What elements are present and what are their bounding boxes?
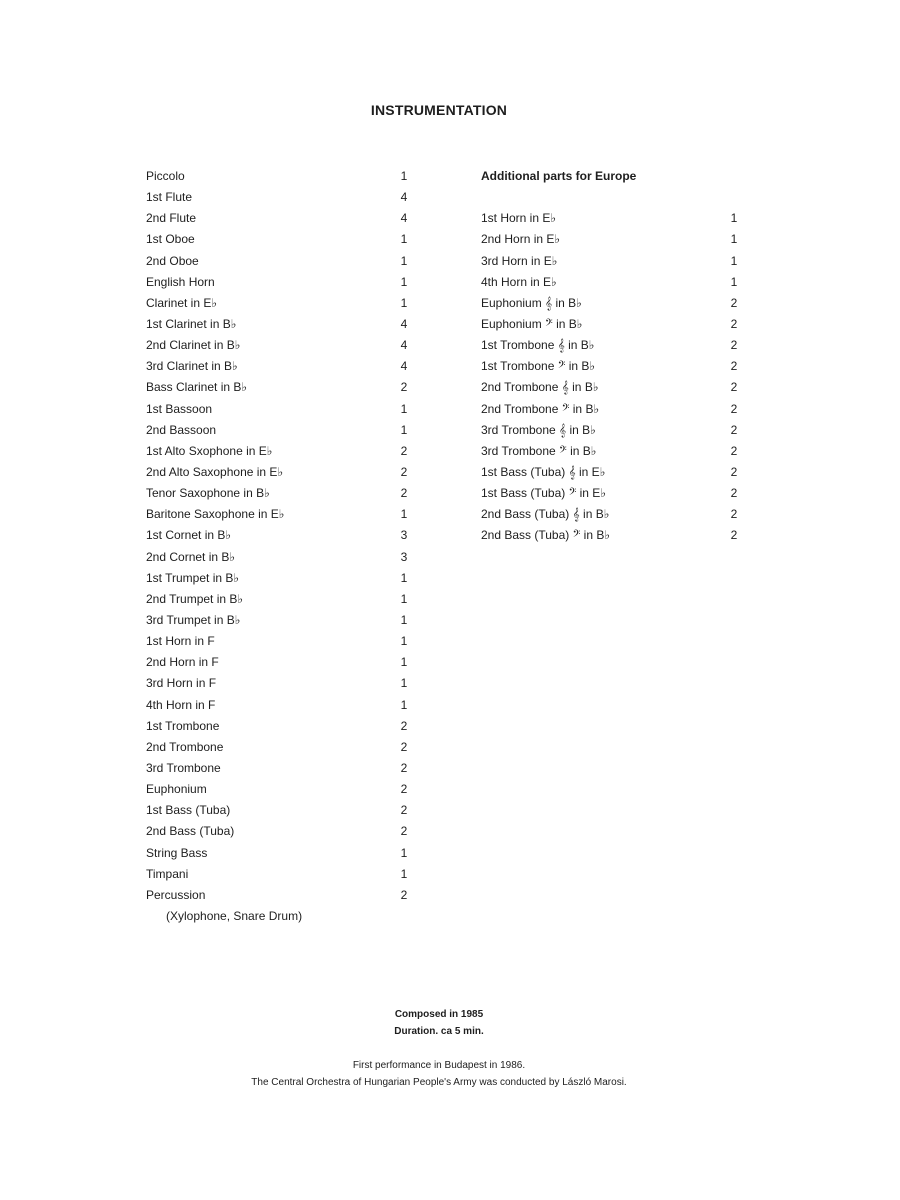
- instrument-name: 4th Horn in E♭: [481, 274, 557, 289]
- instrument-row: [146, 864, 411, 885]
- instrument-name: 3rd Trumpet in B♭: [146, 612, 241, 627]
- part-count: 2: [400, 464, 408, 479]
- instrument-row: [146, 885, 411, 906]
- instrument-name: 2nd Bassoon: [146, 422, 217, 437]
- instrument-name: 1st Flute: [146, 190, 193, 205]
- instrument-row: [146, 293, 411, 314]
- part-count: 2: [730, 443, 738, 458]
- instrument-name: 1st Cornet in B♭: [146, 528, 232, 543]
- instrument-row: [146, 631, 411, 652]
- instrument-row: [146, 377, 411, 398]
- part-count: 2: [400, 486, 408, 501]
- composition-info: [0, 1006, 878, 1040]
- instrument-name: Piccolo: [146, 169, 185, 183]
- part-count: 2: [400, 782, 408, 797]
- instrument-name: 2nd Flute: [146, 211, 197, 226]
- instrument-row: [146, 610, 411, 631]
- instrument-name: Euphonium: [146, 782, 207, 797]
- additional-part-row: [481, 229, 741, 250]
- instrument-row: [146, 251, 411, 272]
- additional-part-row: [481, 208, 741, 229]
- part-count: 2: [730, 422, 738, 437]
- part-count: 4: [400, 359, 408, 374]
- part-count: 4: [400, 338, 408, 353]
- instrument-name: Baritone Saxophone in E♭: [146, 507, 285, 522]
- instrument-row: [146, 821, 411, 842]
- part-count: 2: [730, 507, 738, 522]
- instrument-name: 1st Trombone 𝄢 in B♭: [481, 359, 596, 374]
- instrument-row: [146, 272, 411, 293]
- instrument-name: Timpani: [146, 866, 189, 881]
- first-performance: First performance in Budapest in 1986.: [352, 1060, 526, 1071]
- part-count: 1: [400, 253, 408, 268]
- instrument-row: [146, 229, 411, 250]
- part-count: 1: [400, 697, 408, 712]
- instrument-name: 2nd Trombone 𝄞 in B♭: [481, 380, 599, 395]
- instrument-name: 2nd Horn in E♭: [481, 232, 561, 247]
- composed-year: Composed in 1985: [394, 1009, 484, 1020]
- instrument-name: 3rd Trombone 𝄢 in B♭: [481, 443, 597, 458]
- additional-part-row: [481, 251, 741, 272]
- instrument-row: [146, 187, 411, 208]
- instrument-row: [146, 800, 411, 821]
- additional-part-row: [481, 356, 741, 377]
- instrument-row: [146, 525, 411, 546]
- part-count: 1: [400, 232, 408, 247]
- instrument-name: Euphonium 𝄞 in B♭: [481, 295, 582, 310]
- instrument-row: [146, 843, 411, 864]
- part-count: 1: [400, 507, 408, 522]
- part-count: 1: [400, 676, 408, 691]
- part-count: 2: [400, 887, 408, 902]
- instrument-name: 3rd Horn in F: [146, 676, 217, 691]
- additional-part-row: [481, 525, 741, 546]
- additional-part-row: [481, 314, 741, 335]
- instrument-name: Euphonium 𝄢 in B♭: [481, 316, 583, 331]
- part-count: 4: [400, 190, 408, 205]
- instrument-name: 3rd Horn in E♭: [481, 253, 558, 268]
- instrument-row: [146, 483, 411, 504]
- part-count: 3: [400, 549, 408, 564]
- part-count: 1: [400, 655, 408, 670]
- conductor-line: The Central Orchestra of Hungarian People's Army was conducted by László Marosi.: [251, 1077, 627, 1088]
- instrument-name: 3rd Trombone: [146, 760, 221, 775]
- part-count: 2: [730, 401, 738, 416]
- instrument-row: [146, 547, 411, 568]
- part-count: 1: [400, 866, 408, 881]
- part-count: 2: [730, 295, 738, 310]
- additional-part-row: [481, 441, 741, 462]
- part-count: 2: [730, 338, 738, 353]
- instrument-name: 2nd Trumpet in B♭: [146, 591, 244, 606]
- part-count: 1: [730, 232, 738, 247]
- instrument-row: [146, 399, 411, 420]
- part-count: 2: [730, 464, 738, 479]
- instrument-row: [146, 441, 411, 462]
- additional-part-row: [481, 399, 741, 420]
- part-count: 1: [400, 591, 408, 606]
- instrument-name: 1st Horn in E♭: [481, 211, 557, 226]
- instrument-row: [146, 356, 411, 377]
- additional-part-row: [481, 504, 741, 525]
- part-count: 1: [400, 274, 408, 289]
- instrument-name: 2nd Bass (Tuba) 𝄞 in B♭: [481, 507, 610, 522]
- page-title: INSTRUMENTATION: [370, 102, 508, 118]
- part-count: 2: [400, 739, 408, 754]
- instrument-name: 1st Trumpet in B♭: [146, 570, 240, 585]
- instrument-name: 3rd Trombone 𝄞 in B♭: [481, 422, 596, 437]
- instrument-name: 2nd Bass (Tuba): [146, 824, 235, 839]
- part-count: 2: [730, 316, 738, 331]
- instrument-name: 2nd Bass (Tuba) 𝄢 in B♭: [481, 528, 610, 543]
- instrument-row: [146, 335, 411, 356]
- part-count: 3: [400, 528, 408, 543]
- instrument-name: 2nd Horn in F: [146, 655, 219, 670]
- instrument-name: 1st Trombone: [146, 718, 220, 733]
- additional-parts-heading: Additional parts for Europe: [481, 169, 637, 183]
- performance-info: [0, 1057, 878, 1091]
- instrument-name: 4th Horn in F: [146, 697, 216, 712]
- part-count: 1: [400, 570, 408, 585]
- part-count: 1: [400, 422, 408, 437]
- instrument-name: 2nd Trombone: [146, 739, 224, 754]
- instrument-row: [146, 716, 411, 737]
- additional-part-row: [481, 462, 741, 483]
- instrument-row: [146, 673, 411, 694]
- part-count: 2: [730, 359, 738, 374]
- instrument-row: [146, 652, 411, 673]
- instrument-name: String Bass: [146, 845, 208, 860]
- part-count: 2: [400, 803, 408, 818]
- part-count: 2: [730, 486, 738, 501]
- part-count: 1: [730, 274, 738, 289]
- part-count: 1: [400, 401, 408, 416]
- instrument-name: Tenor Saxophone in B♭: [146, 486, 270, 501]
- part-count: 1: [400, 612, 408, 627]
- instrument-name: 1st Bass (Tuba): [146, 803, 231, 818]
- instrument-row: [146, 208, 411, 229]
- instrument-name: 1st Clarinet in B♭: [146, 316, 237, 331]
- instrument-row: [146, 737, 411, 758]
- part-count: 1: [400, 295, 408, 310]
- additional-part-row: [481, 483, 741, 504]
- additional-part-row: [481, 272, 741, 293]
- part-count: 1: [400, 634, 408, 649]
- part-count: 1: [400, 845, 408, 860]
- instrument-name: 1st Bass (Tuba) 𝄢 in E♭: [481, 486, 606, 501]
- instrument-row: [146, 420, 411, 441]
- part-count: 1: [730, 253, 738, 268]
- part-count: 4: [400, 316, 408, 331]
- instrument-name: 2nd Oboe: [146, 253, 199, 268]
- instrument-row: [146, 758, 411, 779]
- duration: Duration. ca 5 min.: [394, 1026, 484, 1037]
- percussion-note: (Xylophone, Snare Drum): [166, 908, 303, 923]
- instrument-name: 1st Trombone 𝄞 in B♭: [481, 338, 595, 353]
- instrument-row: [146, 166, 411, 187]
- instrument-row: [146, 314, 411, 335]
- part-count: 2: [730, 528, 738, 543]
- part-count: 2: [400, 824, 408, 839]
- additional-parts-list: [481, 166, 741, 547]
- instrument-name: 2nd Cornet in B♭: [146, 549, 236, 564]
- instrument-name: 1st Bassoon: [146, 401, 213, 416]
- additional-part-row: [481, 377, 741, 398]
- instrument-name: 1st Bass (Tuba) 𝄞 in E♭: [481, 464, 606, 479]
- instrument-list: [146, 166, 411, 927]
- instrument-name: 1st Horn in F: [146, 634, 215, 649]
- instrument-name: Percussion: [146, 887, 206, 902]
- instrument-name: English Horn: [146, 274, 215, 289]
- part-count: 2: [730, 380, 738, 395]
- part-count: 2: [400, 760, 408, 775]
- instrument-name: 3rd Clarinet in B♭: [146, 359, 238, 374]
- additional-part-row: [481, 293, 741, 314]
- additional-part-row: [481, 420, 741, 441]
- instrument-name: 1st Oboe: [146, 232, 195, 247]
- part-count: 2: [400, 380, 408, 395]
- instrument-name: 2nd Trombone 𝄢 in B♭: [481, 401, 600, 416]
- instrument-row: [146, 695, 411, 716]
- instrument-row: [146, 779, 411, 800]
- part-count: 1: [730, 211, 738, 226]
- part-count: 2: [400, 718, 408, 733]
- instrument-row: [146, 504, 411, 525]
- instrument-name: 2nd Clarinet in B♭: [146, 338, 241, 353]
- additional-part-row: [481, 335, 741, 356]
- part-count: 1: [400, 169, 408, 183]
- instrument-name: 1st Alto Sxophone in E♭: [146, 443, 273, 458]
- instrument-name: Clarinet in E♭: [146, 295, 218, 310]
- instrument-name: Bass Clarinet in B♭: [146, 380, 248, 395]
- part-count: 2: [400, 443, 408, 458]
- instrument-row: [146, 589, 411, 610]
- instrument-row: [146, 462, 411, 483]
- instrument-row: [146, 568, 411, 589]
- part-count: 4: [400, 211, 408, 226]
- instrument-name: 2nd Alto Saxophone in E♭: [146, 464, 284, 479]
